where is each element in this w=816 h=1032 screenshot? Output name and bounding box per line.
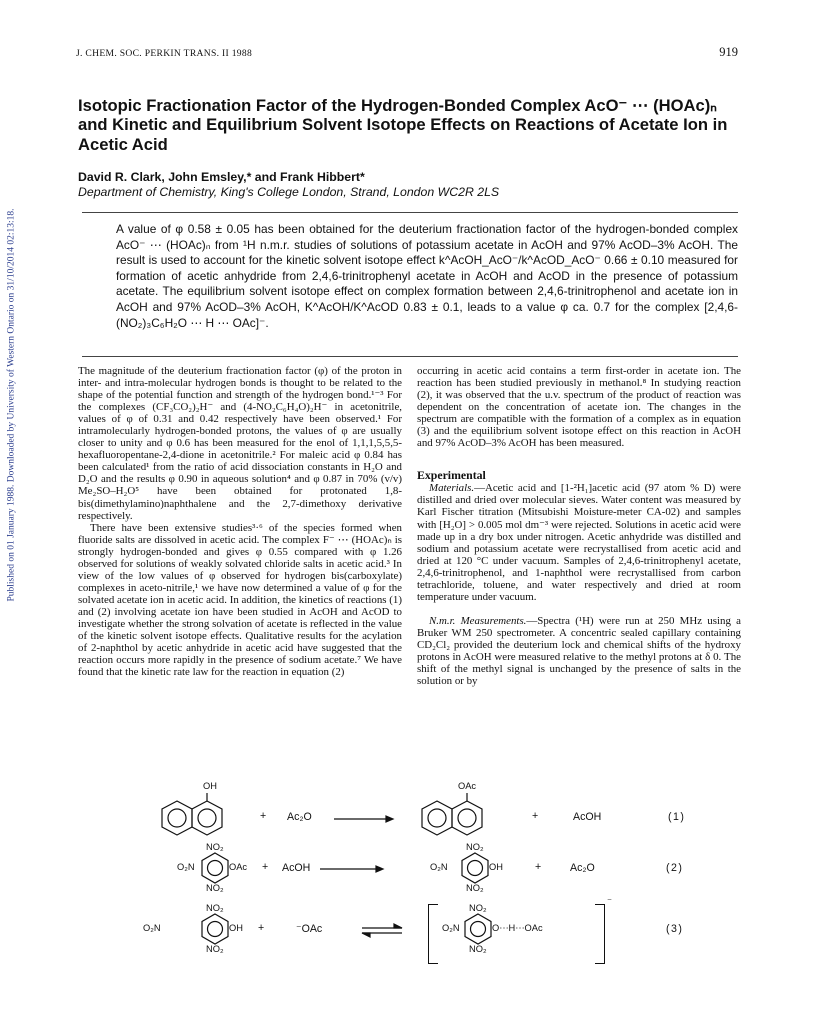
eq1-oac-label: OAc	[458, 781, 477, 791]
nmr-paragraph	[417, 615, 741, 687]
complex-bracket-left	[428, 904, 438, 964]
naphthyl-acetate-structure	[422, 793, 482, 835]
article-title: Isotopic Fractionation Factor of the Hydrogen-Bonded Complex AcO⁻ ⋯ (HOAc)ₙ and Kinetic and Equilibrium Solvent Isotope Effects on Reactions of Acetate Ion in Acetic Acid	[78, 96, 728, 154]
complex-bracket-right	[595, 904, 605, 964]
eq2-reagent: AcOH	[282, 862, 311, 874]
eq1-plus-1: +	[260, 810, 267, 822]
download-watermark	[2, 185, 20, 625]
eq1-product-2: AcOH	[573, 811, 602, 823]
eq2-product-oh: OH	[489, 862, 503, 872]
download-watermark-text: Published on 01 January 1988. Downloaded by University of Western Ontario on 31/10/2014 02:13:18.	[6, 208, 17, 602]
eq3-oh: OH	[229, 923, 243, 933]
affiliation: Department of Chemistry, King's College London, Strand, London WC2R 2LS	[78, 185, 500, 199]
page-number: 919	[719, 45, 738, 59]
eq2-o2n: O₂N	[177, 862, 195, 872]
eq3-charge: ⁻	[607, 896, 612, 906]
section-heading-experimental: Experimental	[417, 468, 486, 483]
equation-number-1: (1)	[668, 811, 686, 823]
eq1-reagent: Ac₂O	[287, 811, 312, 823]
equation-number-3: (3)	[666, 923, 684, 935]
eq2-plus-1: +	[262, 861, 269, 873]
eq1-plus-2: +	[532, 810, 539, 822]
equation-number-2: (2)	[666, 862, 684, 874]
eq2-no2-bottom: NO₂	[206, 883, 224, 893]
materials-paragraph	[417, 482, 741, 602]
eq3-product-no2-bottom: NO₂	[469, 944, 487, 954]
right-column	[417, 365, 741, 687]
materials-text: —Acetic acid and [1-²H₁]acetic acid (97 atom % D) were distilled and dried over molecular sieves. Water content was measured by Karl Fischer titration (Mitsubishi Moisture-meter CA-02) and samples with [H₂O] > 0.005 mol dm⁻³ were rejected. Solutions in acetic acid were made up in a dry box under nitrogen. Acetic anhydride was distilled and sodium and potassium acetate were recrystallised from acetic acid and dried at 120 °C under vacuum. Samples of 2,4,6-trinitrophenyl acetate, 2,4,6-trinitrophenol, and 1-naphthol were recrystallised from carbon tetrachloride, toluene, and water respectively and dried at room temperature under vacuum.	[417, 482, 741, 603]
reaction-scheme	[130, 781, 750, 985]
eq3-no2-bottom: NO₂	[206, 944, 224, 954]
eq2-oac: OAc	[229, 862, 248, 872]
intro-paragraph-2: There have been extensive studies³·⁶ of the species formed when fluoride salts are dissolved in acetic acid. The complex F⁻ ⋯ (HOAc)ₙ is strongly hydrogen-bonded and gives φ 0.55 compared with φ 1.26 observed for solutions of weakly solvated chloride salts in acetic acid.³ In view of the low values of φ observed for hydrogen bis(carboxylate) complexes in aceto-nitrile,¹ we have now determined a value of φ for the solvated acetate ion in acetic acid. In addition, the kinetics of reactions (1) and (2) involving acetate ion have been studied in AcOH and AcOD to investigate whether the strong solvation of acetate is reflected in the value of the kinetic solvent isotope effects. Qualitative results for the acylation of 2-naphthol by acetic anhydride in acetic acid have suggested that the reaction occurs more rapidly in the presence of sodium acetate.⁷ We have found that the kinetic rate law for the reaction in equation (2)	[78, 521, 402, 679]
eq3-product-o2n: O₂N	[442, 923, 460, 933]
eq2-plus-2: +	[535, 861, 542, 873]
picryl-acetate-structure	[202, 853, 228, 883]
left-column	[78, 365, 402, 678]
eq2-no2-top: NO₂	[206, 842, 224, 852]
rule-bottom	[82, 356, 738, 357]
eq3-complex-label: O⋯H⋯OAc	[492, 923, 543, 933]
eq1-oh-label: OH	[203, 781, 217, 791]
intro-paragraph-1: The magnitude of the deuterium fractionation factor (φ) of the proton in inter- and intra-molecular hydrogen bonds is thought to be related to the shape of the potential function and strength of the hydrogen bond.¹⁻³ For the complexes (CF₃CO₂)₂H⁻ and (4-NO₂C₆H₄O)₂H⁻ in acetonitrile, values of φ of 0.31 and 0.42 respectively have been observed.¹ For intramolecularly hydrogen-bonded protons, the values of φ are usually closer to unity and φ 0.6 has been measured for the enol of 1,1,1,5,5,5-hexafluoropentane-2,4-dione in acetonitrile.² For maleic acid φ 0.84 has been calculated¹ from the ratio of acid dissociation constants in H₂O and D₂O and the results φ 0.90 in aqueous solution⁴ and φ 0.87 in 70% (v/v) Me₂SO–H₂O⁵ have been obtained for protonated 1,8-bis(dimethylamino)naphthalene and the 2,7-dimethoxy derivative respectively.	[78, 365, 402, 522]
eq3-o2n: O₂N	[143, 923, 161, 933]
picric-acid-structure	[202, 914, 228, 944]
abstract: A value of φ 0.58 ± 0.05 has been obtained for the deuterium fractionation factor of the hydrogen-bonded complex AcO⁻ ⋯ (HOAc)ₙ from ¹H n.m.r. studies of solutions of potassium acetate in AcOH and 97% AcOD–3% AcOH. The result is used to account for the kinetic solvent isotope effect k^AcOH_AcO⁻/k^AcOD_AcO⁻ 0.66 ± 0.10 measured for formation of acetic anhydride from 2,4,6-trinitrophenyl acetate in AcOH and AcOD in the presence of potassium acetate. The equilibrium solvent isotope effect on complex formation between 2,4,6-trinitrophenol and acetate ion in AcOH and 97% AcOD–3% AcOH, K^AcOH/K^AcOD 0.83 ± 0.1, leads to a value φ ca. 0.7 for the complex [2,4,6-(NO₂)₃C₆H₂O ⋯ H ⋯ OAc]⁻.	[116, 222, 738, 330]
rule-top	[82, 212, 738, 213]
complex-structure	[465, 914, 491, 944]
picric-acid-structure-product	[462, 853, 488, 883]
naphthol-structure	[162, 793, 222, 835]
eq3-plus: +	[258, 922, 265, 934]
intro-paragraph-3: occurring in acetic acid contains a term first-order in acetate ion. The reaction has been studied previously in methanol.⁸ In studying reaction (2), it was observed that the u.v. spectrum of the product of reaction was dependent on the concentration of acetate ion. The changes in the spectrum are compatible with the formation of a complex as in equation (3) and the equilibrium solvent isotope effect on this reaction in AcOH and 97% AcOD–3% AcOH has been measured.	[417, 365, 741, 450]
authors: David R. Clark, John Emsley,* and Frank Hibbert*	[78, 170, 365, 184]
eq2-product-2: Ac₂O	[570, 862, 595, 874]
materials-label: Materials.	[429, 482, 475, 495]
eq3-no2-top: NO₂	[206, 903, 224, 913]
eq2-product-no2-bottom: NO₂	[466, 883, 484, 893]
eq3-product-no2-top: NO₂	[469, 903, 487, 913]
running-head: J. CHEM. SOC. PERKIN TRANS. II 1988	[76, 48, 253, 59]
eq3-reagent: ⁻OAc	[296, 923, 323, 935]
eq2-product-no2-top: NO₂	[466, 842, 484, 852]
nmr-label: N.m.r. Measurements.	[429, 614, 527, 627]
nmr-text: —Spectra (¹H) were run at 250 MHz using a Bruker WM 250 spectrometer. A concentric sealed capillary containing CD₂Cl₂ provided the deuterium lock and chemical shifts of the hydroxy protons in AcOH were measured relative to the methyl protons at δ 0. The shift of the methyl signal is unchanged by the presence of salts in the solution or by	[417, 614, 741, 688]
eq2-product-o2n: O₂N	[430, 862, 448, 872]
